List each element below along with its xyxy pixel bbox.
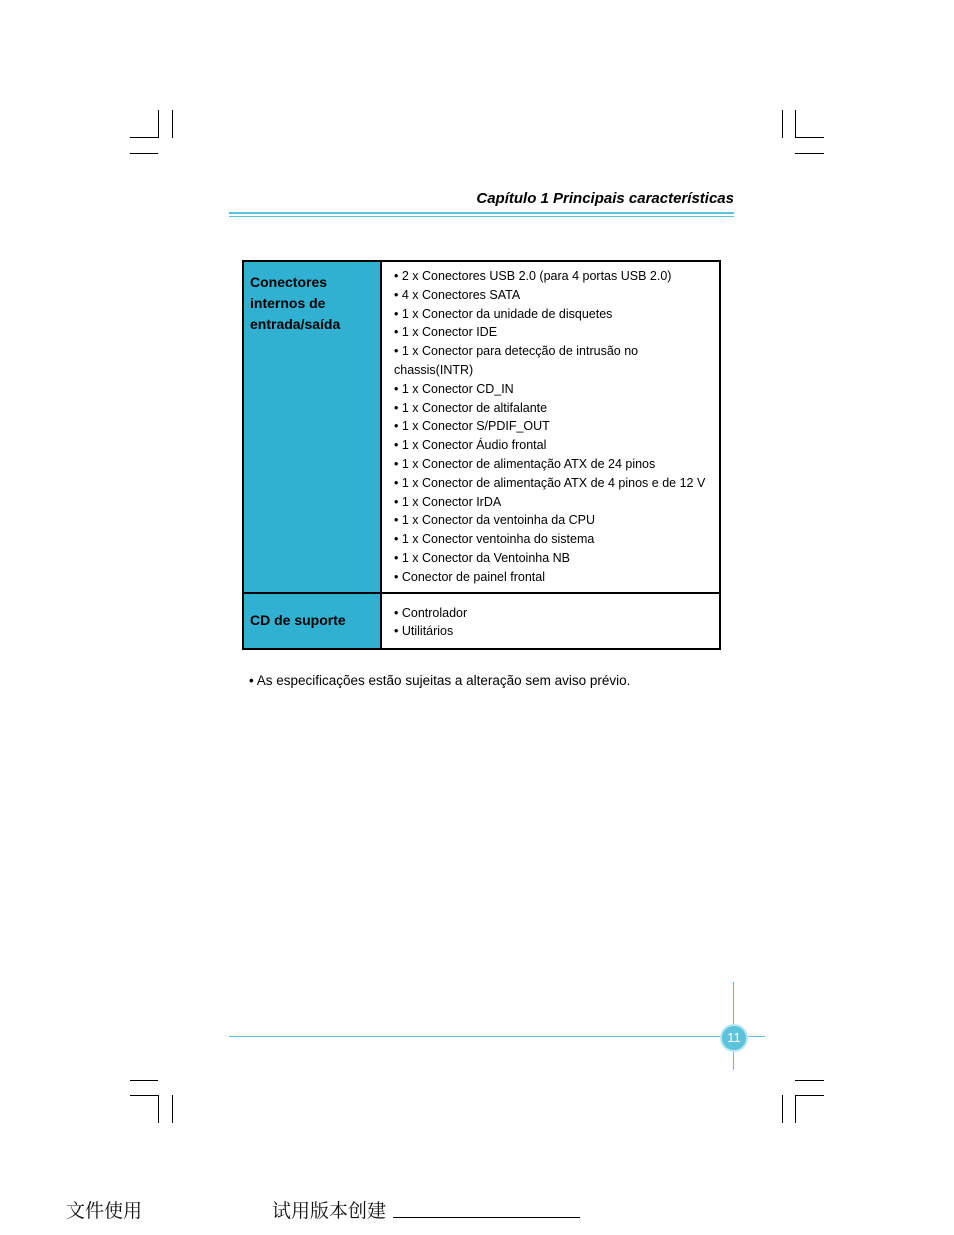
header-rule-thin	[229, 216, 734, 217]
header-rule	[229, 212, 734, 214]
crop-mark	[130, 1080, 158, 1081]
crop-mark	[172, 1095, 173, 1123]
list-item: • 1 x Conector da Ventoinha NB	[394, 549, 713, 568]
list-item: • 1 x Conector S/PDIF_OUT	[394, 417, 713, 436]
list-item: • Conector de painel frontal	[394, 568, 713, 587]
spec-table	[242, 260, 721, 650]
table-row	[243, 261, 720, 593]
list-item: • 1 x Conector IDE	[394, 323, 713, 342]
watermark-underline	[393, 1217, 580, 1218]
crop-mark	[782, 110, 783, 138]
list-item: • 1 x Conector da unidade de disquetes	[394, 305, 713, 324]
row-values	[381, 593, 720, 649]
row-label-line: CD de suporte	[250, 612, 346, 629]
list-item: • 4 x Conectores SATA	[394, 286, 713, 305]
list-item: • Controlador	[394, 604, 713, 623]
crop-mark	[158, 110, 159, 138]
crop-mark	[795, 137, 824, 138]
list-item: • 1 x Conector CD_IN	[394, 380, 713, 399]
watermark-right: 试用版本创建	[272, 1200, 387, 1222]
crop-mark	[795, 1080, 824, 1081]
list-item: • 1 x Conector IrDA	[394, 493, 713, 512]
crop-mark	[795, 153, 824, 154]
crop-mark	[130, 137, 158, 138]
list-item: • 1 x Conector de alimentação ATX de 24 pinos	[394, 455, 713, 474]
table-row	[243, 593, 720, 649]
chapter-title: Capítulo 1 Principais características	[476, 190, 734, 207]
list-item: • 1 x Conector ventoinha do sistema	[394, 530, 713, 549]
row-label-line: entrada/saída	[250, 316, 341, 332]
crop-mark	[782, 1095, 783, 1123]
item-list	[394, 599, 713, 642]
crop-mark	[795, 1095, 796, 1123]
page-number: 11	[720, 1024, 748, 1052]
list-item: • 2 x Conectores USB 2.0 (para 4 portas USB 2.0)	[394, 267, 713, 286]
row-label	[243, 593, 381, 649]
row-label	[243, 261, 381, 593]
crop-mark	[795, 110, 796, 138]
crop-mark	[130, 153, 158, 154]
crop-mark	[158, 1095, 159, 1123]
list-item: • 1 x Conector Áudio frontal	[394, 436, 713, 455]
footer-rule	[229, 1036, 765, 1037]
crop-mark	[795, 1095, 824, 1096]
row-label-line: internos de	[250, 295, 326, 311]
list-item: • 1 x Conector de alimentação ATX de 4 pinos e de 12 V	[394, 474, 713, 493]
item-list	[394, 267, 713, 587]
crop-mark	[172, 110, 173, 138]
list-item: • 1 x Conector de altifalante	[394, 399, 713, 418]
list-item: • Utilitários	[394, 622, 713, 641]
row-label-line: Conectores	[250, 274, 328, 290]
list-item: • 1 x Conector da ventoinha da CPU	[394, 511, 713, 530]
row-values	[381, 261, 720, 593]
list-item: • 1 x Conector para detecção de intrusão no chassis(INTR)	[394, 342, 713, 380]
watermark-left: 文件使用	[66, 1200, 143, 1222]
spec-note: • As especificações estão sujeitas a alteração sem aviso prévio.	[249, 673, 630, 688]
crop-mark	[130, 1095, 158, 1096]
